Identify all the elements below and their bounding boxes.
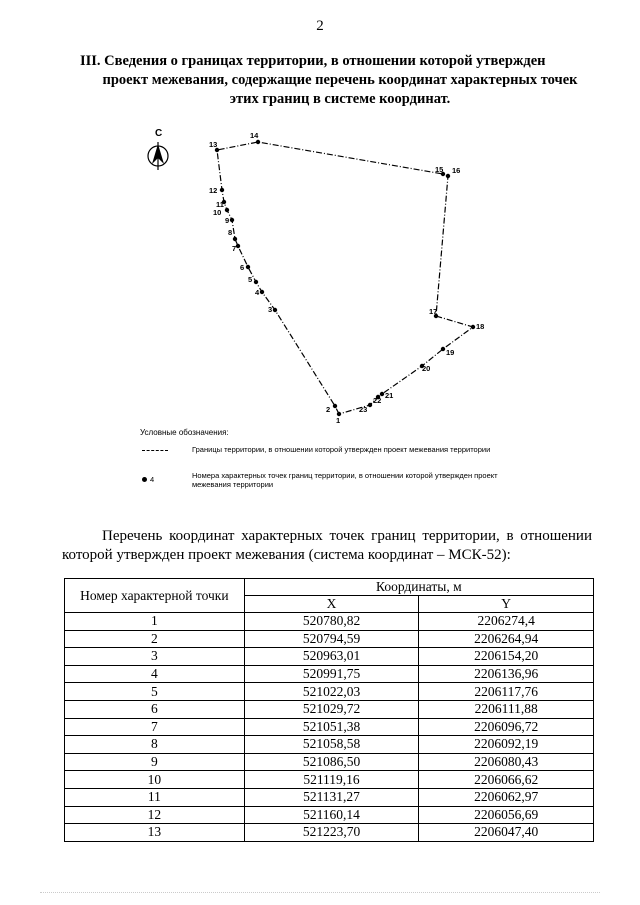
point-label: 14 bbox=[250, 131, 259, 140]
point-label: 13 bbox=[209, 140, 218, 149]
x-coordinate-cell: 521086,50 bbox=[244, 753, 419, 771]
legend bbox=[140, 428, 520, 497]
legend-points-text: Номера характерных точек границ территории, в отношении которой утвержден проект межевания территории bbox=[192, 471, 498, 489]
legend-boundary-text: Границы территории, в отношении которой утвержден проект межевания территории bbox=[192, 445, 491, 454]
point-number-cell: 3 bbox=[65, 648, 245, 666]
point-label: 12 bbox=[209, 186, 218, 195]
legend-title: Условные обозначения: bbox=[140, 428, 229, 437]
x-coordinate-cell: 520780,82 bbox=[244, 613, 419, 631]
table-row bbox=[65, 613, 594, 631]
boundary-line bbox=[217, 142, 473, 414]
point-number-cell: 8 bbox=[65, 736, 245, 754]
x-coordinate-cell: 521131,27 bbox=[244, 788, 419, 806]
header-point-number: Номер характерной точки bbox=[65, 579, 245, 613]
point-marker bbox=[246, 265, 250, 269]
boundary-scheme bbox=[130, 120, 530, 430]
point-label: 8 bbox=[228, 228, 233, 237]
point-label: 9 bbox=[225, 216, 230, 225]
x-coordinate-cell: 521058,58 bbox=[244, 736, 419, 754]
point-number-cell: 13 bbox=[65, 824, 245, 842]
legend-point-number: 4 bbox=[150, 474, 155, 484]
x-coordinate-cell: 521223,70 bbox=[244, 824, 419, 842]
y-coordinate-cell: 2206066,62 bbox=[419, 771, 594, 789]
point-label: 15 bbox=[435, 165, 444, 174]
point-label: 6 bbox=[240, 263, 245, 272]
coordinates-table bbox=[64, 578, 594, 842]
table-row bbox=[65, 683, 594, 701]
point-marker bbox=[260, 290, 264, 294]
point-label: 7 bbox=[232, 244, 237, 253]
point-marker bbox=[368, 403, 372, 407]
x-coordinate-cell: 521119,16 bbox=[244, 771, 419, 789]
section-title-line-2: проект межевания, содержащие перечень координат характерных точек bbox=[102, 72, 578, 88]
point-label: 10 bbox=[213, 208, 222, 217]
intro-line-1: Перечень координат характерных точек границ территории, в отношении bbox=[102, 528, 592, 544]
y-coordinate-cell: 2206080,43 bbox=[419, 753, 594, 771]
table-row bbox=[65, 824, 594, 842]
table-row bbox=[65, 806, 594, 824]
point-marker bbox=[236, 244, 240, 248]
page-number: 2 bbox=[316, 18, 324, 34]
x-coordinate-cell: 521029,72 bbox=[244, 700, 419, 718]
legend-row-boundary bbox=[140, 445, 520, 471]
table-row bbox=[65, 753, 594, 771]
table-row bbox=[65, 771, 594, 789]
point-label: 17 bbox=[429, 307, 438, 316]
y-coordinate-cell: 2206136,96 bbox=[419, 665, 594, 683]
point-label: 4 bbox=[255, 288, 260, 297]
x-coordinate-cell: 520991,75 bbox=[244, 665, 419, 683]
point-number-cell: 10 bbox=[65, 771, 245, 789]
y-coordinate-cell: 2206264,94 bbox=[419, 630, 594, 648]
point-number-cell: 6 bbox=[65, 700, 245, 718]
table-row bbox=[65, 788, 594, 806]
north-arrow-icon bbox=[148, 128, 168, 170]
point-marker bbox=[256, 140, 260, 144]
point-label: 5 bbox=[248, 275, 253, 284]
table-row bbox=[65, 665, 594, 683]
y-coordinate-cell: 2206047,40 bbox=[419, 824, 594, 842]
header-coordinates: Координаты, м bbox=[244, 579, 593, 596]
point-marker bbox=[233, 237, 237, 241]
y-coordinate-cell: 2206154,20 bbox=[419, 648, 594, 666]
point-number-cell: 7 bbox=[65, 718, 245, 736]
x-coordinate-cell: 521022,03 bbox=[244, 683, 419, 701]
header-x: X bbox=[244, 596, 419, 613]
y-coordinate-cell: 2206092,19 bbox=[419, 736, 594, 754]
header-y: Y bbox=[419, 596, 594, 613]
point-layer bbox=[209, 131, 484, 425]
intro-line-2: которой утвержден проект межевания (система координат – МСК-52): bbox=[62, 547, 511, 563]
point-number-cell: 12 bbox=[65, 806, 245, 824]
table-row bbox=[65, 718, 594, 736]
table-row bbox=[65, 700, 594, 718]
point-label: 23 bbox=[359, 405, 368, 414]
point-number-cell: 1 bbox=[65, 613, 245, 631]
point-label: 22 bbox=[373, 396, 382, 405]
point-marker bbox=[220, 188, 224, 192]
point-label: 3 bbox=[268, 305, 273, 314]
x-coordinate-cell: 521051,38 bbox=[244, 718, 419, 736]
point-number-cell: 9 bbox=[65, 753, 245, 771]
table-row bbox=[65, 630, 594, 648]
y-coordinate-cell: 2206096,72 bbox=[419, 718, 594, 736]
intro-paragraph bbox=[62, 527, 592, 565]
north-label: С bbox=[155, 128, 163, 139]
point-marker-icon bbox=[142, 474, 172, 484]
point-marker bbox=[230, 218, 234, 222]
point-label: 19 bbox=[446, 348, 455, 357]
point-marker bbox=[333, 404, 337, 408]
x-coordinate-cell: 521160,14 bbox=[244, 806, 419, 824]
point-number-cell: 4 bbox=[65, 665, 245, 683]
x-coordinate-cell: 520963,01 bbox=[244, 648, 419, 666]
point-number-cell: 11 bbox=[65, 788, 245, 806]
section-title bbox=[80, 52, 600, 109]
y-coordinate-cell: 2206274,4 bbox=[419, 613, 594, 631]
y-coordinate-cell: 2206056,69 bbox=[419, 806, 594, 824]
table-row bbox=[65, 736, 594, 754]
section-title-line-3: этих границ в системе координат. bbox=[229, 91, 451, 107]
point-marker bbox=[225, 208, 229, 212]
point-label: 2 bbox=[326, 405, 331, 414]
y-coordinate-cell: 2206117,76 bbox=[419, 683, 594, 701]
y-coordinate-cell: 2206062,97 bbox=[419, 788, 594, 806]
point-label: 20 bbox=[422, 364, 431, 373]
x-coordinate-cell: 520794,59 bbox=[244, 630, 419, 648]
point-label: 21 bbox=[385, 391, 394, 400]
point-label: 18 bbox=[476, 322, 485, 331]
point-label: 11 bbox=[216, 200, 224, 209]
table-row bbox=[65, 648, 594, 666]
scan-edge-marks bbox=[40, 892, 600, 896]
point-label: 16 bbox=[452, 166, 461, 175]
point-marker bbox=[446, 174, 450, 178]
point-number-cell: 5 bbox=[65, 683, 245, 701]
dashed-line-icon bbox=[142, 448, 172, 451]
point-marker bbox=[254, 280, 258, 284]
coordinates-table-body bbox=[65, 613, 594, 842]
section-title-line-1: III. Сведения о границах территории, в отношении которой утвержден bbox=[80, 53, 546, 69]
point-marker bbox=[441, 347, 445, 351]
point-number-cell: 2 bbox=[65, 630, 245, 648]
legend-row-points bbox=[140, 471, 520, 497]
point-marker bbox=[471, 325, 475, 329]
point-label: 1 bbox=[336, 416, 341, 425]
point-marker bbox=[273, 308, 277, 312]
y-coordinate-cell: 2206111,88 bbox=[419, 700, 594, 718]
